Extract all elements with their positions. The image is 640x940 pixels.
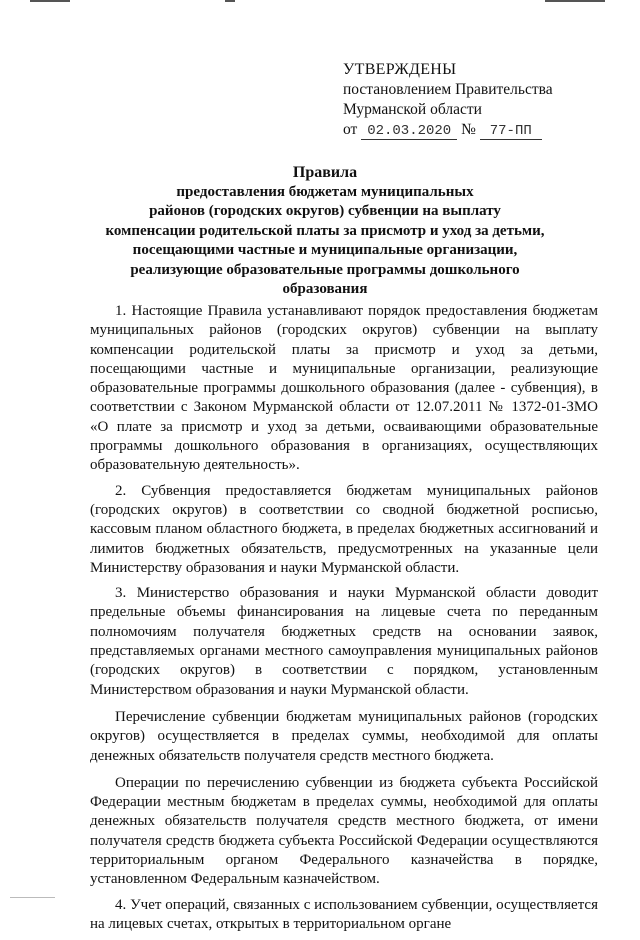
approval-number: 77-ПП bbox=[480, 123, 542, 140]
title-line-5: посещающими частные и муниципальные организации, bbox=[132, 242, 518, 258]
scan-edge-mark-left bbox=[30, 0, 70, 2]
paragraph-3: 3. Министерство образования и науки Мурманской области доводит предельные объемы финансирования на лицевые счета по переданным полномочиям получателя бюджетных средств на основании заявок, представляемых органами местного самоуправления муниципальных районов (городских округов) в соответствии с порядком, установленным Министерством образования и науки Мурманской области. bbox=[90, 585, 598, 698]
scan-footer-mark bbox=[10, 897, 55, 898]
paragraph-5: Операции по перечислению субвенции из бюджета субъекта Российской Федерации местным бюджетам в пределах суммы, необходимой для оплаты денежных обязательств получателя средств местного бюджета, от имени получателя средств бюджета субъекта Российской Федерации осуществляются территориальным органом Федерального казначейства в порядке, установленном Федеральным казначейством. bbox=[90, 774, 598, 888]
title-line-2: предоставления бюджетам муниципальных bbox=[176, 183, 474, 200]
paragraph-4: Перечисление субвенции бюджетам муниципальных районов (городских округов) осуществляется в пределах суммы, необходимой для оплаты денежных обязательств получателя средств местного бюджета. bbox=[90, 708, 598, 764]
paragraph-2: 2. Субвенция предоставляется бюджетам муниципальных районов (городских округов) в соответствии со сводной бюджетной росписью, кассовым планом областного бюджета, в пределах бюджетных ассигнований и лимитов бюджетных обязательств, предусмотренных на указанные цели Министерству образования и науки Мурманской области. bbox=[90, 482, 598, 576]
title-line-1: Правила bbox=[292, 164, 358, 181]
document-body bbox=[90, 302, 598, 940]
title-line-3: районов (городских округов) субвенции на выплату bbox=[149, 203, 501, 219]
scan-edge-mark-right bbox=[545, 0, 605, 2]
approval-line-2: Мурманской области bbox=[343, 101, 482, 118]
paragraph-1: 1. Настоящие Правила устанавливают порядок предоставления бюджетам муниципальных районов (городских округов) субвенции на выплату компенсации родительской платы за присмотр и уход за детьми, посещающими частные и муниципальные организации, реализующие образовательные программы дошкольного образования (далее - субвенция), в соответствии с Законом Мурманской области от 12.07.2011 № 1372-01-ЗМО «О плате за присмотр и уход за детьми, осваивающими образовательные программы дошкольного образования в организациях, осуществляющих образовательную деятельность». bbox=[90, 303, 598, 474]
title-line-6: реализующие образовательные программы дошкольного bbox=[130, 261, 520, 278]
title-line-4: компенсации родительской платы за присмотр и уход за детьми, bbox=[105, 222, 545, 239]
scan-edge-mark-center bbox=[225, 0, 235, 2]
date-prefix: от bbox=[343, 121, 358, 138]
paragraph-6: 4. Учет операций, связанных с использованием субвенции, осуществляется на лицевых счетах, открытых в территориальном органе bbox=[90, 896, 598, 932]
number-prefix: № bbox=[461, 121, 476, 138]
approval-line-1: постановлением Правительства bbox=[343, 81, 553, 98]
approval-heading: УТВЕРЖДЕНЫ bbox=[343, 61, 457, 78]
approval-date: 02.03.2020 bbox=[361, 123, 457, 140]
title-line-7: образования bbox=[282, 281, 368, 297]
approval-block bbox=[343, 60, 553, 140]
approval-date-line bbox=[343, 120, 553, 140]
document-title bbox=[100, 163, 550, 300]
